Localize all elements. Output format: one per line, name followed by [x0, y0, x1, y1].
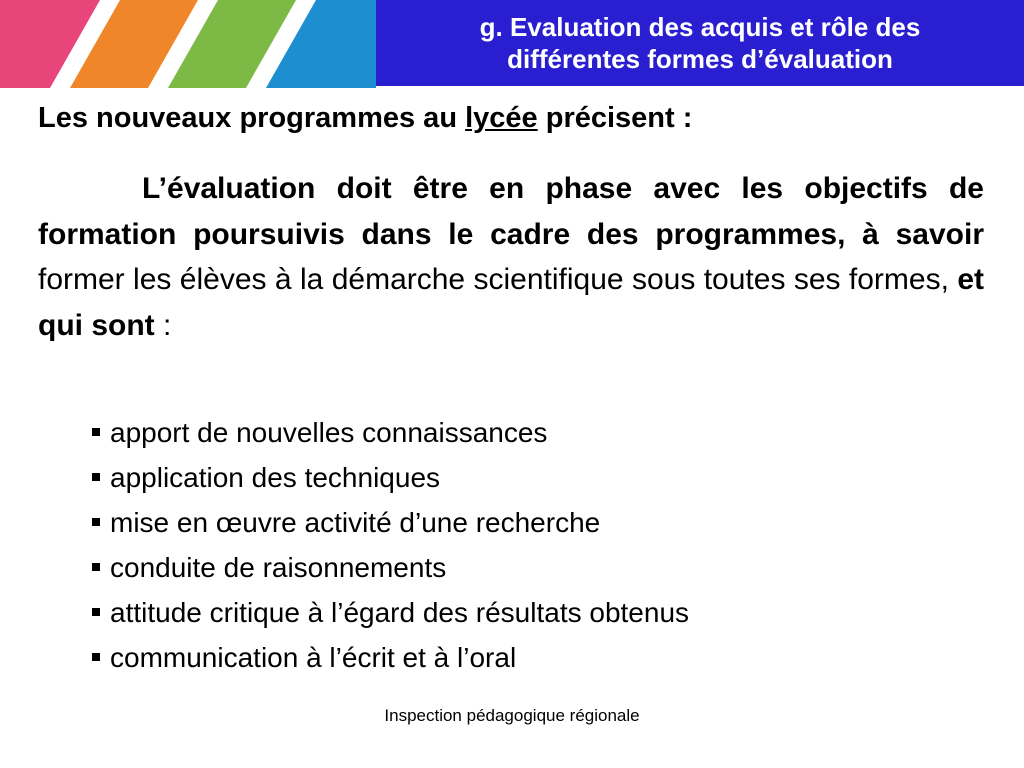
objectives-list: [92, 410, 689, 680]
list-item: [92, 500, 689, 545]
list-item: [92, 455, 689, 500]
square-bullet-icon: [92, 653, 100, 661]
decorative-stripes: [0, 0, 376, 88]
list-item-text: application des techniques: [110, 462, 441, 493]
intro-text-after: précisent :: [537, 102, 693, 134]
square-bullet-icon: [92, 608, 100, 616]
list-item-text: communication à l’écrit et à l’oral: [110, 642, 517, 673]
paragraph-bold-end: et qui sont: [38, 263, 984, 342]
intro-underlined-word: lycée: [465, 102, 538, 134]
paragraph-tail: :: [154, 308, 172, 342]
paragraph-bold-part: L’évaluation doit être en phase avec les objectifs de formation poursuivis dans le cadre des programmes, à savoir: [38, 172, 984, 251]
slide-title-line-2: différentes formes d’évaluation: [507, 44, 893, 74]
intro-heading: [38, 102, 692, 135]
square-bullet-icon: [92, 473, 100, 481]
slide-title-line-1: g. Evaluation des acquis et rôle des: [479, 12, 921, 42]
square-bullet-icon: [92, 563, 100, 571]
slide-title-box: [376, 0, 1024, 86]
list-item-text: mise en œuvre activité d’une recherche: [110, 507, 601, 538]
paragraph-normal-part: former les élèves à la démarche scientifique sous toutes ses formes,: [38, 263, 958, 296]
footer-text: Inspection pédagogique régionale: [384, 706, 640, 725]
intro-text-before: Les nouveaux programmes au: [38, 102, 466, 134]
square-bullet-icon: [92, 428, 100, 436]
list-item: [92, 410, 689, 455]
list-item-text: attitude critique à l’égard des résultats obtenus: [110, 597, 690, 628]
list-item-text: conduite de raisonnements: [110, 552, 447, 583]
square-bullet-icon: [92, 518, 100, 526]
main-paragraph: [38, 166, 984, 348]
list-item-text: apport de nouvelles connaissances: [110, 417, 548, 448]
stripes-graphic: [0, 0, 376, 88]
list-item: [92, 635, 689, 680]
slide-footer: [0, 706, 1024, 726]
list-item: [92, 590, 689, 635]
list-item: [92, 545, 689, 590]
